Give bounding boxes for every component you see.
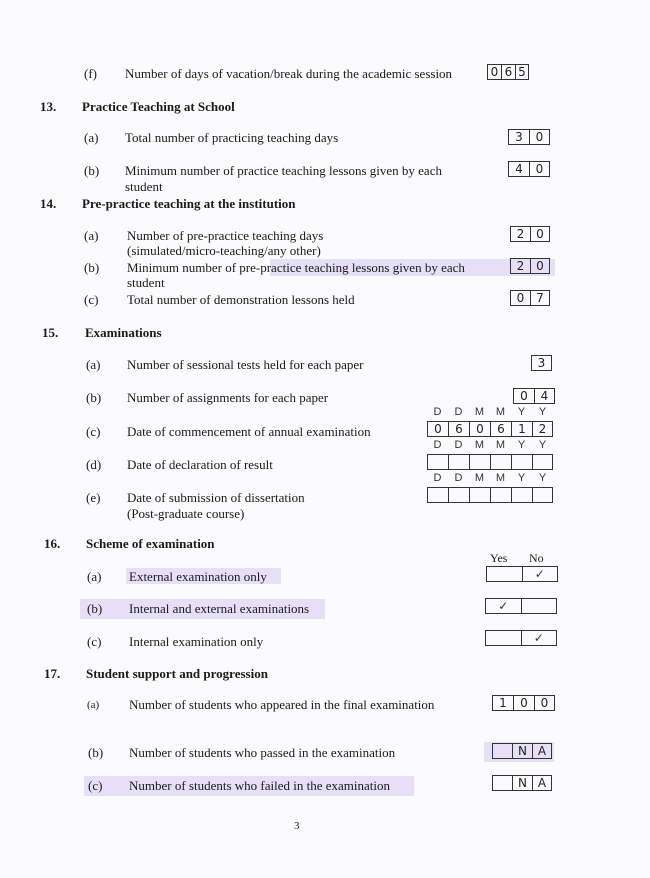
digit-cell: 4 — [534, 388, 555, 404]
item-text: Total number of practicing teaching days — [125, 130, 339, 145]
digit-cell: 7 — [530, 290, 550, 306]
digit-cell — [492, 775, 512, 791]
section-title: Pre-practice teaching at the institution — [82, 196, 296, 211]
digit-boxes — [492, 695, 555, 711]
section-number: 15. — [42, 325, 59, 340]
item-label: (a) — [87, 569, 102, 584]
digit-cell: 2 — [510, 258, 530, 274]
section-title: Practice Teaching at School — [82, 99, 235, 114]
page-number: 3 — [294, 820, 300, 832]
item-label: (b) — [88, 745, 104, 760]
date-format-letter: D — [454, 406, 463, 418]
digit-boxes — [508, 161, 550, 177]
digit-cell: 0 — [529, 161, 550, 177]
digit-cell: 0 — [510, 290, 530, 306]
digit-cell: 3 — [531, 355, 552, 371]
item-label: (f) — [84, 66, 97, 81]
digit-boxes — [510, 258, 550, 274]
item-text: Number of days of vacation/break during the academic session — [125, 66, 453, 81]
item-label: (a) — [84, 130, 99, 145]
item-text: Number of students who appeared in the final examination — [129, 697, 435, 712]
digit-cell: 6 — [490, 421, 511, 437]
digit-boxes — [508, 129, 550, 145]
date-format-letter: D — [454, 439, 463, 451]
no-column-header: No — [529, 551, 544, 565]
digit-boxes — [513, 388, 555, 404]
item-label: (b) — [87, 601, 103, 616]
yes-cell — [486, 631, 522, 645]
digit-cell — [448, 454, 469, 470]
date-format-letter: M — [474, 472, 485, 484]
digit-boxes — [510, 226, 550, 242]
digit-cell: 1 — [492, 695, 513, 711]
date-format-letter: M — [495, 472, 506, 484]
no-cell: ✓ — [533, 631, 544, 645]
date-format-letter: M — [474, 439, 485, 451]
item-text: Minimum number of pre-practice teaching lessons given by each — [127, 260, 465, 275]
digit-cell: 0 — [469, 421, 490, 437]
digit-cell — [511, 487, 532, 503]
item-text: Number of pre-practice teaching days — [127, 228, 324, 243]
digit-cell — [532, 454, 553, 470]
digit-cell — [448, 487, 469, 503]
date-format-letter: M — [495, 439, 506, 451]
item-label: (a) — [87, 699, 100, 711]
date-format-letter: Y — [517, 406, 526, 418]
digit-cell: 0 — [513, 388, 534, 404]
item-label: (b) — [86, 390, 102, 405]
no-cell: ✓ — [534, 567, 545, 581]
yes-no-box — [485, 630, 557, 646]
item-text: Number of assignments for each paper — [127, 390, 329, 405]
digit-cell: 6 — [501, 64, 515, 80]
date-format-letter: M — [495, 406, 506, 418]
digit-cell — [427, 454, 448, 470]
digit-cell: 1 — [511, 421, 532, 437]
item-label: (e) — [86, 490, 101, 505]
digit-cell: 0 — [427, 421, 448, 437]
date-format-letter: Y — [538, 439, 547, 451]
date-format-letter: Y — [517, 472, 526, 484]
section-number: 16. — [44, 536, 61, 551]
date-format-letter: D — [433, 406, 442, 418]
date-boxes — [427, 487, 553, 503]
item-text: student — [125, 179, 163, 194]
date-format-header — [427, 472, 553, 484]
digit-cell: 6 — [448, 421, 469, 437]
item-text: Total number of demonstration lessons held — [127, 292, 355, 307]
item-text: Minimum number of practice teaching lessons given by each — [125, 163, 442, 178]
item-text: Number of students who failed in the examination — [129, 778, 391, 793]
digit-cell: 3 — [508, 129, 529, 145]
date-boxes — [427, 454, 553, 470]
digit-cell — [492, 743, 512, 759]
digit-cell — [469, 454, 490, 470]
digit-cell: 0 — [513, 695, 534, 711]
section-title: Scheme of examination — [86, 536, 215, 551]
digit-cell: 0 — [487, 64, 501, 80]
digit-boxes — [487, 64, 529, 80]
digit-cell: N — [512, 775, 532, 791]
yes-no-box — [486, 566, 558, 582]
digit-cell: 5 — [515, 64, 529, 80]
date-format-letter: M — [474, 406, 485, 418]
item-text: (simulated/micro-teaching/any other) — [127, 243, 321, 258]
item-text: Internal examination only — [129, 634, 264, 649]
date-boxes — [427, 421, 553, 437]
date-format-letter: Y — [538, 406, 547, 418]
digit-cell — [532, 487, 553, 503]
date-format-letter: D — [433, 472, 442, 484]
section-number: 13. — [40, 99, 57, 114]
item-text: Date of commencement of annual examination — [127, 424, 371, 439]
item-label: (b) — [84, 260, 100, 275]
item-text: Internal and external examinations — [129, 601, 310, 616]
section-number: 14. — [40, 196, 57, 211]
section-title: Examinations — [85, 325, 162, 340]
digit-boxes — [510, 290, 550, 306]
digit-cell — [511, 454, 532, 470]
digit-cell — [427, 487, 448, 503]
digit-cell — [469, 487, 490, 503]
digit-cell: 2 — [510, 226, 530, 242]
item-text: (Post-graduate course) — [127, 506, 245, 521]
date-format-letter: Y — [538, 472, 547, 484]
digit-cell: A — [532, 743, 552, 759]
date-format-letter: D — [433, 439, 442, 451]
item-text: External examination only — [129, 569, 267, 584]
digit-cell: A — [532, 775, 552, 791]
digit-cell: 0 — [534, 695, 555, 711]
digit-cell: 0 — [529, 129, 550, 145]
item-label: (d) — [86, 457, 102, 472]
date-format-letter: Y — [517, 439, 526, 451]
digit-boxes — [492, 743, 552, 759]
item-label: (c) — [87, 634, 102, 649]
item-label: (a) — [86, 357, 101, 372]
digit-cell: 0 — [530, 226, 550, 242]
yes-cell — [487, 567, 523, 581]
digit-cell: 4 — [508, 161, 529, 177]
item-text: Date of submission of dissertation — [127, 490, 305, 505]
date-format-header — [427, 406, 553, 418]
item-text: student — [127, 275, 165, 290]
section-title: Student support and progression — [86, 666, 268, 681]
no-cell — [522, 599, 557, 613]
item-text: Date of declaration of result — [127, 457, 273, 472]
digit-cell — [490, 454, 511, 470]
yes-cell: ✓ — [486, 599, 522, 613]
item-label: (c) — [88, 778, 103, 793]
digit-cell: N — [512, 743, 532, 759]
section-number: 17. — [44, 666, 61, 681]
digit-boxes — [531, 355, 552, 371]
item-text: Number of sessional tests held for each paper — [127, 357, 364, 372]
digit-boxes — [492, 775, 552, 791]
item-text: Number of students who passed in the examination — [129, 745, 396, 760]
digit-cell — [490, 487, 511, 503]
item-label: (c) — [86, 424, 101, 439]
digit-cell: 2 — [532, 421, 553, 437]
yes-no-box — [485, 598, 557, 614]
item-label: (a) — [84, 228, 99, 243]
date-format-letter: D — [454, 472, 463, 484]
yes-column-header: Yes — [490, 551, 508, 565]
date-format-header — [427, 439, 553, 451]
item-label: (b) — [84, 163, 100, 178]
digit-cell: 0 — [530, 258, 550, 274]
item-label: (c) — [84, 292, 99, 307]
